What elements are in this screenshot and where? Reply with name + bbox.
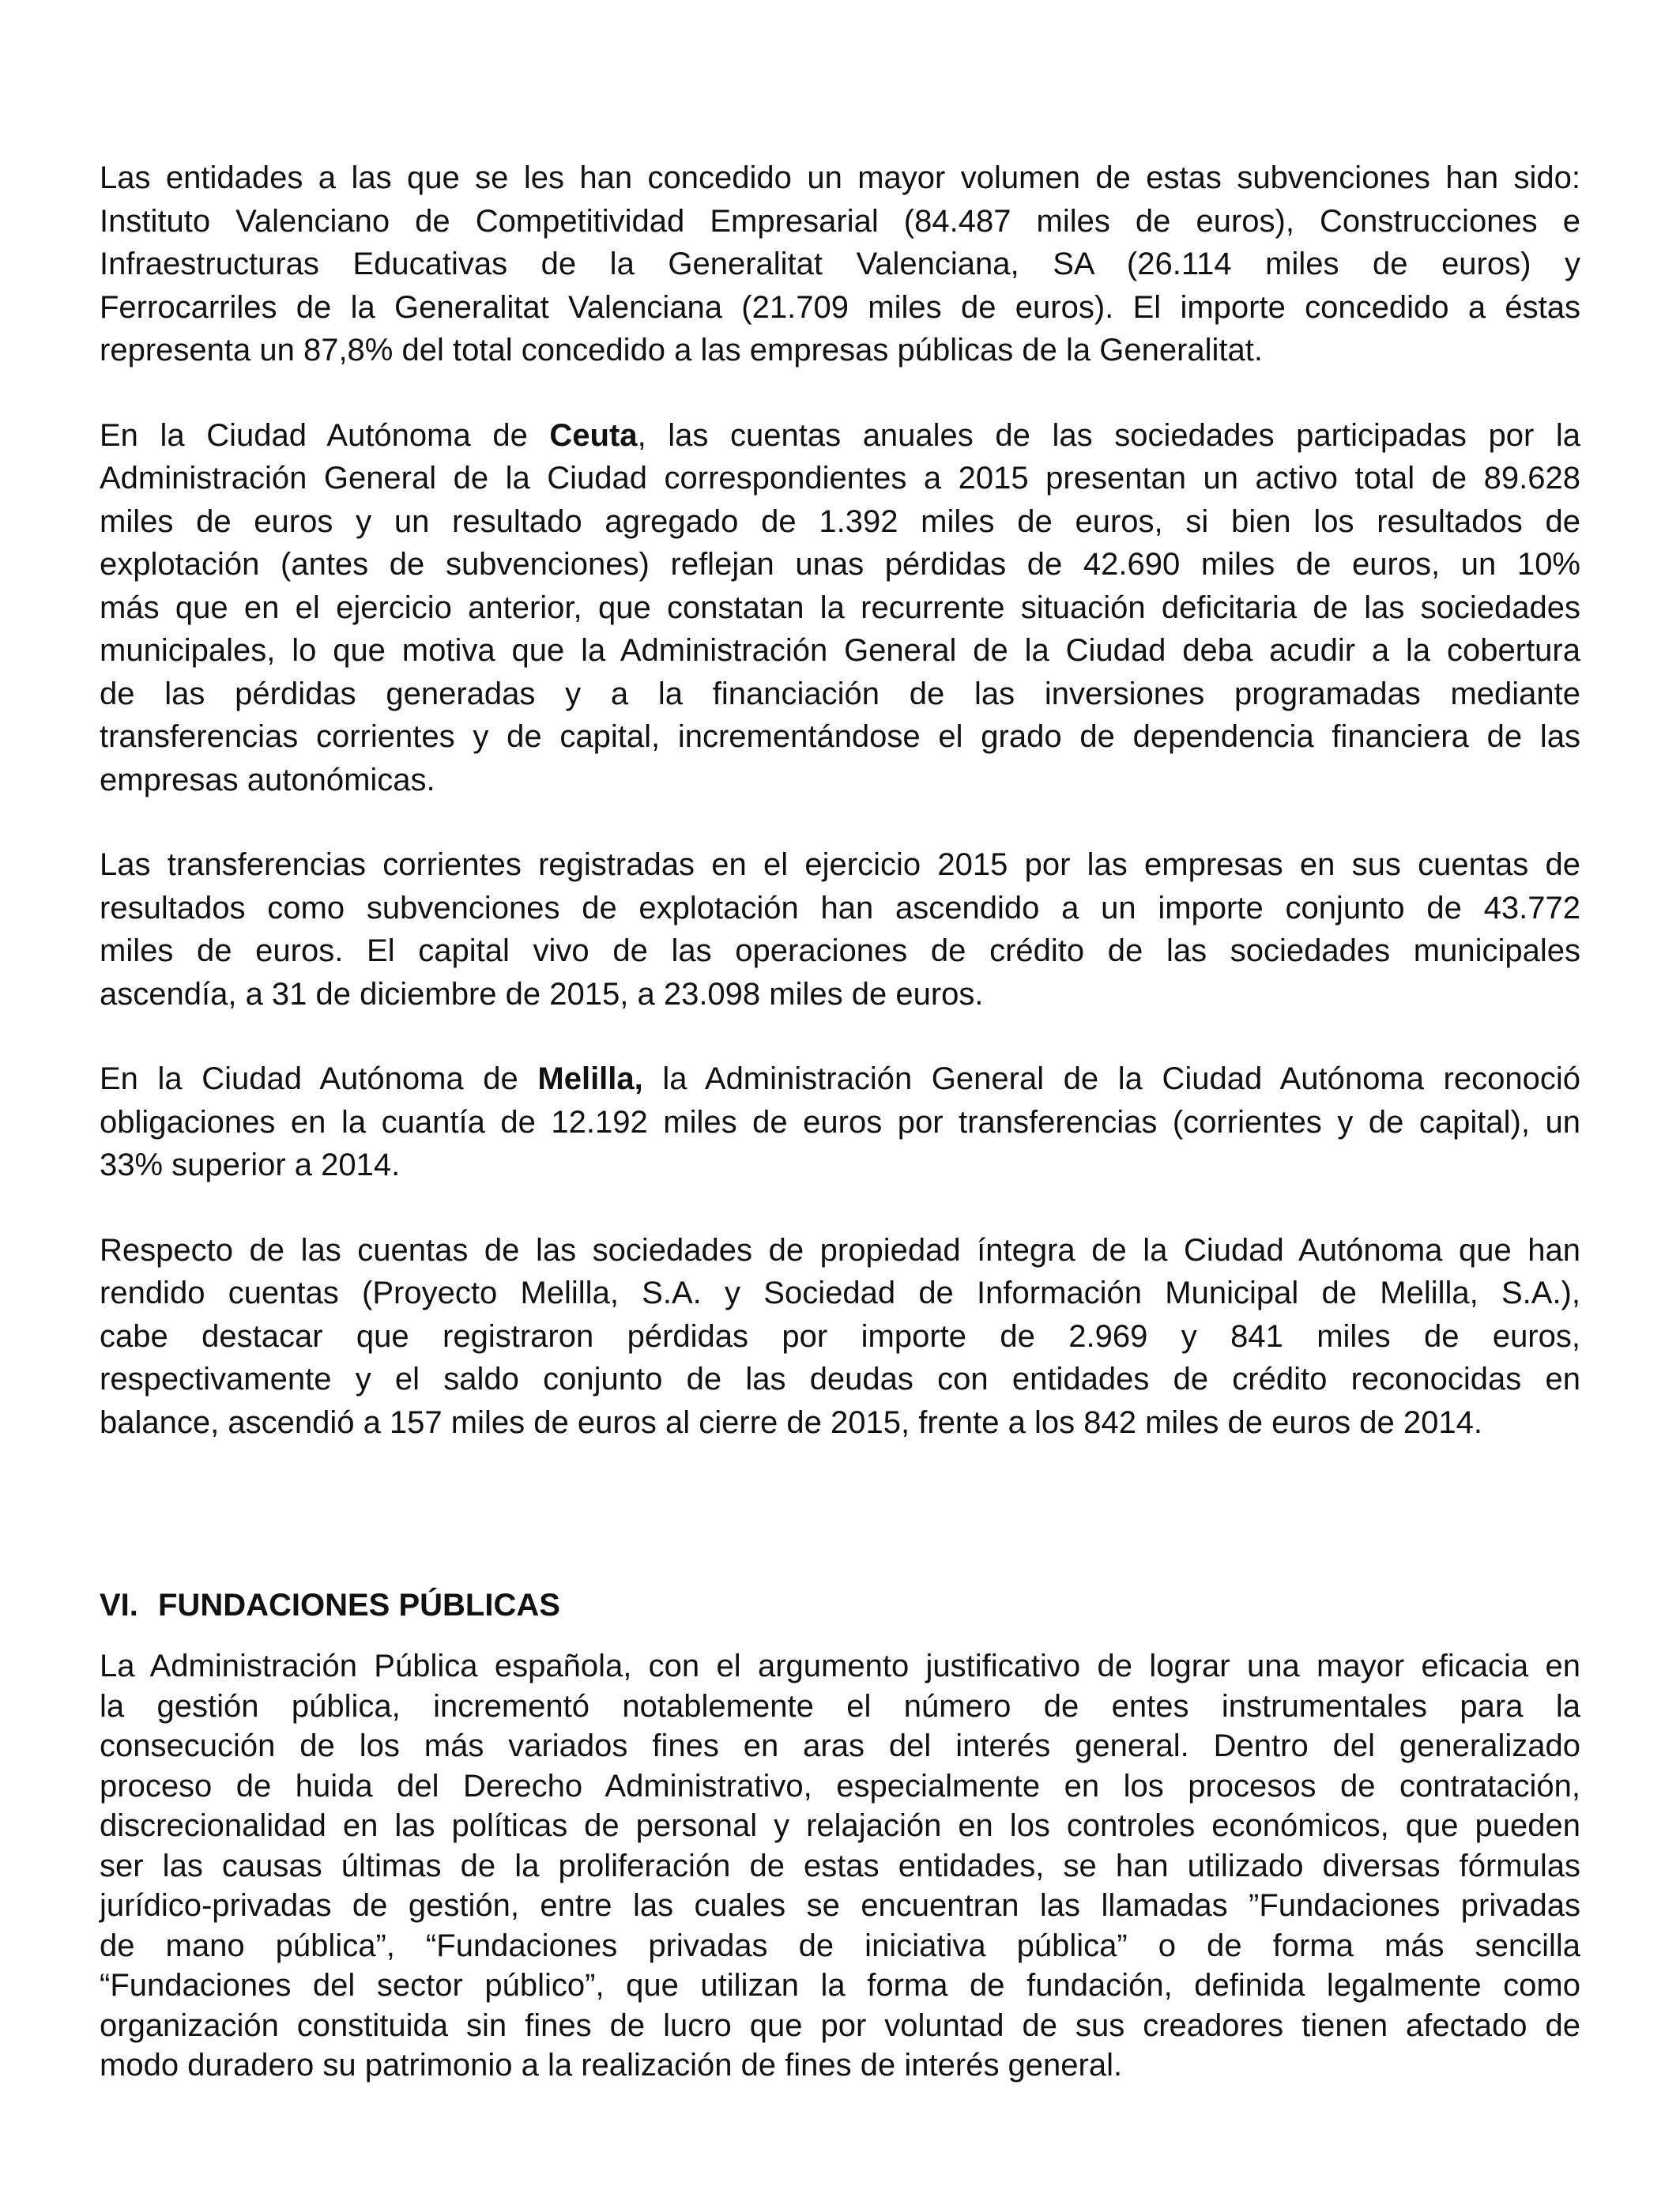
text-line: rendido cuentas (Proyecto Melilla, S.A. y Sociedad de Información Municipal de Melilla, S.A.), xyxy=(100,1276,1580,1310)
text-line: Instituto Valenciano de Competitividad Empresarial (84.487 miles de euros), Construcciones e xyxy=(100,203,1580,239)
text-line: 33% superior a 2014. xyxy=(100,1148,401,1182)
text-line: miles de euros y un resultado agregado de 1.392 miles de euros, si bien los resultados de xyxy=(100,503,1580,539)
text-line: explotación (antes de subvenciones) reflejan unas pérdidas de 42.690 miles de euros, un 10% xyxy=(100,547,1580,582)
text-line: Respecto de las cuentas de las sociedades de propiedad íntegra de la Ciudad Autónoma que han xyxy=(100,1232,1580,1268)
text-line: respectivamente y el saldo conjunto de las deudas con entidades de crédito reconocidas en xyxy=(100,1362,1580,1397)
paragraph-valencia-subsidies xyxy=(100,156,1580,372)
text-line: obligaciones en la cuantía de 12.192 miles de euros por transferencias (corrientes y de capital), un xyxy=(100,1104,1580,1140)
ceuta-bold-label: Ceuta xyxy=(549,417,638,453)
text-fragment: En la Ciudad Autónoma de xyxy=(100,417,550,453)
paragraph-melilla-companies xyxy=(100,1229,1580,1445)
text-line: representa un 87,8% del total concedido a las empresas públicas de la Generalitat. xyxy=(100,333,1264,368)
melilla-bold-label: Melilla, xyxy=(537,1061,643,1096)
text-line: de mano pública”, “Fundaciones privadas de iniciativa pública” o de forma más sencilla xyxy=(100,1928,1580,1963)
text-line: resultados como subvenciones de explotación han ascendido a un importe conjunto de 43.772 xyxy=(100,890,1580,925)
text-line: transferencias corrientes y de capital, incrementándose el grado de dependencia financiera de las xyxy=(100,719,1580,754)
text-line: miles de euros. El capital vivo de las operaciones de crédito de las sociedades municipales xyxy=(100,933,1580,968)
text-line: empresas autonómicas. xyxy=(100,762,435,797)
text-line: Infraestructuras Educativas de la Generalitat Valenciana, SA (26.114 miles de euros) y xyxy=(100,247,1580,281)
paragraph-melilla xyxy=(100,1057,1580,1187)
text-line: de las pérdidas generadas y a la financiación de las inversiones programadas mediante xyxy=(100,676,1580,711)
document-page xyxy=(100,156,1580,2083)
text-line: organización constituida sin fines de lucro que por voluntad de sus creadores tienen afectado de xyxy=(100,2007,1580,2043)
text-line: Las entidades a las que se les han concedido un mayor volumen de estas subvenciones han sido: xyxy=(100,160,1580,195)
text-line: la gestión pública, incrementó notablemente el número de entes instrumentales para la xyxy=(100,1688,1580,1724)
paragraph-fundaciones xyxy=(100,1646,1580,2086)
section-number: VI. xyxy=(100,1588,138,1623)
text-line xyxy=(100,1057,1580,1101)
text-line: proceso de huida del Derecho Administrativo, especialmente en los procesos de contratación, xyxy=(100,1768,1580,1804)
text-line: consecución de los más variados fines en aras del interés general. Dentro del generalizado xyxy=(100,1728,1580,1763)
text-line: ascendía, a 31 de diciembre de 2015, a 23.098 miles de euros. xyxy=(100,976,984,1012)
text-line: ser las causas últimas de la proliferación de estas entidades, se han utilizado diversas fórmulas xyxy=(100,1848,1580,1883)
text-fragment: la Administración General de la Ciudad Autónoma reconoció xyxy=(642,1061,1580,1096)
text-fragment: , las cuentas anuales de las sociedades participadas por la xyxy=(637,417,1580,453)
text-line: jurídico-privadas de gestión, entre las cuales se encuentran las llamadas ”Fundaciones privadas xyxy=(100,1888,1580,1923)
text-fragment: En la Ciudad Autónoma de xyxy=(100,1061,538,1096)
text-line: más que en el ejercicio anterior, que constatan la recurrente situación deficitaria de las sociedades xyxy=(100,590,1580,625)
text-line: cabe destacar que registraron pérdidas por importe de 2.969 y 841 miles de euros, xyxy=(100,1318,1580,1354)
text-line: Ferrocarriles de la Generalitat Valenciana (21.709 miles de euros). El importe concedido a éstas xyxy=(100,289,1580,325)
text-line xyxy=(100,414,1580,458)
paragraph-ceuta xyxy=(100,414,1580,802)
text-line: balance, ascendió a 157 miles de euros al cierre de 2015, frente a los 842 miles de euros de 2014. xyxy=(100,1404,1482,1440)
text-line: La Administración Pública española, con el argumento justificativo de lograr una mayor eficacia en xyxy=(100,1649,1580,1683)
text-line: “Fundaciones del sector público”, que utilizan la forma de fundación, definida legalmente como xyxy=(100,1968,1580,2003)
text-line: municipales, lo que motiva que la Administración General de la Ciudad deba acudir a la cobertura xyxy=(100,633,1580,668)
section-title: FUNDACIONES PÚBLICAS xyxy=(158,1588,560,1623)
text-line: Administración General de la Ciudad correspondientes a 2015 presentan un activo total de 89.628 xyxy=(100,461,1580,496)
text-line: discrecionalidad en las políticas de personal y relajación en los controles económicos, que pueden xyxy=(100,1808,1580,1843)
section-heading xyxy=(100,1584,560,1627)
paragraph-ceuta-transfers xyxy=(100,843,1580,1016)
text-line: Las transferencias corrientes registradas en el ejercicio 2015 por las empresas en sus cuentas de xyxy=(100,847,1580,882)
text-line: modo duradero su patrimonio a la realización de fines de interés general. xyxy=(100,2048,1123,2083)
